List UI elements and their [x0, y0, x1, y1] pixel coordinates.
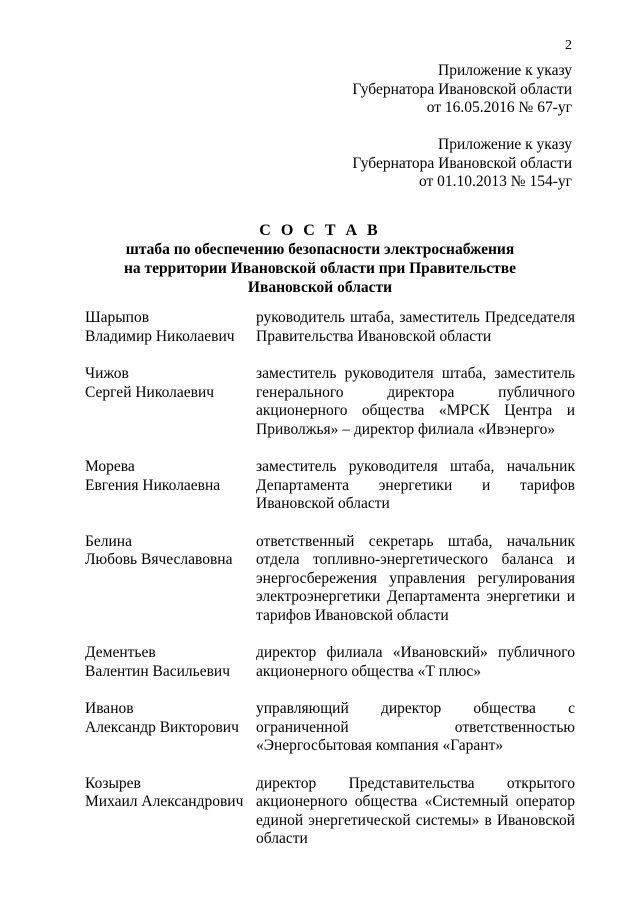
member-name: [85, 644, 256, 681]
member-given-names: Михаил Александрович: [85, 793, 244, 810]
member-role: директор филиала «Ивановский» публичного акционерного общества «Т плюс»: [256, 644, 575, 680]
member-name: [85, 458, 256, 514]
member-name: [85, 533, 256, 626]
appendix-line: Губернатора Ивановской области: [352, 154, 572, 172]
appendix-line: Приложение к указу: [438, 136, 572, 153]
member-surname: Морева: [85, 458, 135, 475]
document-title: С О С Т А В: [259, 222, 381, 239]
member-given-names: Сергей Николаевич: [85, 383, 215, 401]
member-surname: Дементьев: [85, 644, 156, 661]
member-given-names: Валентин Васильевич: [85, 662, 230, 680]
member-role: ответственный секретарь штаба, начальник отдела топливно-энергетического баланса и энергосбережения управления регулирования электроэнергетики Департамента энергетики и тарифов Ивановской области: [256, 532, 575, 624]
page-number: 2: [565, 38, 572, 53]
member-surname: Иванов: [85, 700, 134, 717]
member-role: управляющий директор общества с ограниченной ответственностью «Энергосбытовая компания «Гарант»: [256, 700, 575, 754]
member-given-names: Евгения Николаевна: [85, 476, 221, 494]
member-surname: Чижов: [85, 365, 129, 382]
member-role: заместитель руководителя штаба, заместитель генерального директора публичного акционерного общества «МРСК Центра и Приволжья» – директор филиала «Ивэнерго»: [256, 365, 575, 438]
document-heading: [0, 221, 640, 297]
member-given-names: Александр Викторович: [85, 718, 239, 736]
member-surname: Козырев: [85, 774, 141, 792]
member-given-names: Владимир Николаевич: [85, 327, 235, 345]
member-name: [85, 365, 256, 439]
member-name: [85, 309, 256, 346]
member-entry: [85, 365, 575, 439]
appendix-line: Приложение к указу: [438, 62, 572, 79]
member-role: заместитель руководителя штаба, начальник Департамента энергетики и тарифов Ивановской области: [256, 458, 575, 512]
appendix-line: от 16.05.2016 № 67-уг: [426, 99, 572, 116]
member-surname: Шарыпов: [85, 309, 150, 326]
appendix-line: от 01.10.2013 № 154-уг: [418, 173, 572, 190]
member-entry: [85, 775, 575, 849]
document-subtitle-line: на территории Ивановской области при Правительстве: [123, 260, 516, 277]
member-entry: [85, 700, 575, 756]
appendix-note-original: [352, 136, 572, 192]
members-list: [85, 309, 575, 868]
member-entry: [85, 644, 575, 681]
member-name: [85, 775, 256, 849]
member-role: руководитель штаба, заместитель Председателя Правительства Ивановской области: [256, 309, 575, 345]
member-entry: [85, 309, 575, 346]
document-subtitle-line: Ивановской области: [247, 279, 393, 296]
document-subtitle-line: штаба по обеспечению безопасности электроснабжения: [125, 241, 515, 258]
appendix-note-current: [352, 62, 572, 118]
member-name: [85, 700, 256, 756]
member-entry: [85, 533, 575, 626]
appendix-line: Губернатора Ивановской области: [352, 80, 572, 98]
member-entry: [85, 458, 575, 514]
member-surname: Белина: [85, 532, 132, 550]
member-given-names: Любовь Вячеславовна: [85, 551, 233, 568]
member-role: директор Представительства открытого акционерного общества «Системный оператор единой энергетической системы» в Ивановской области: [256, 774, 575, 847]
